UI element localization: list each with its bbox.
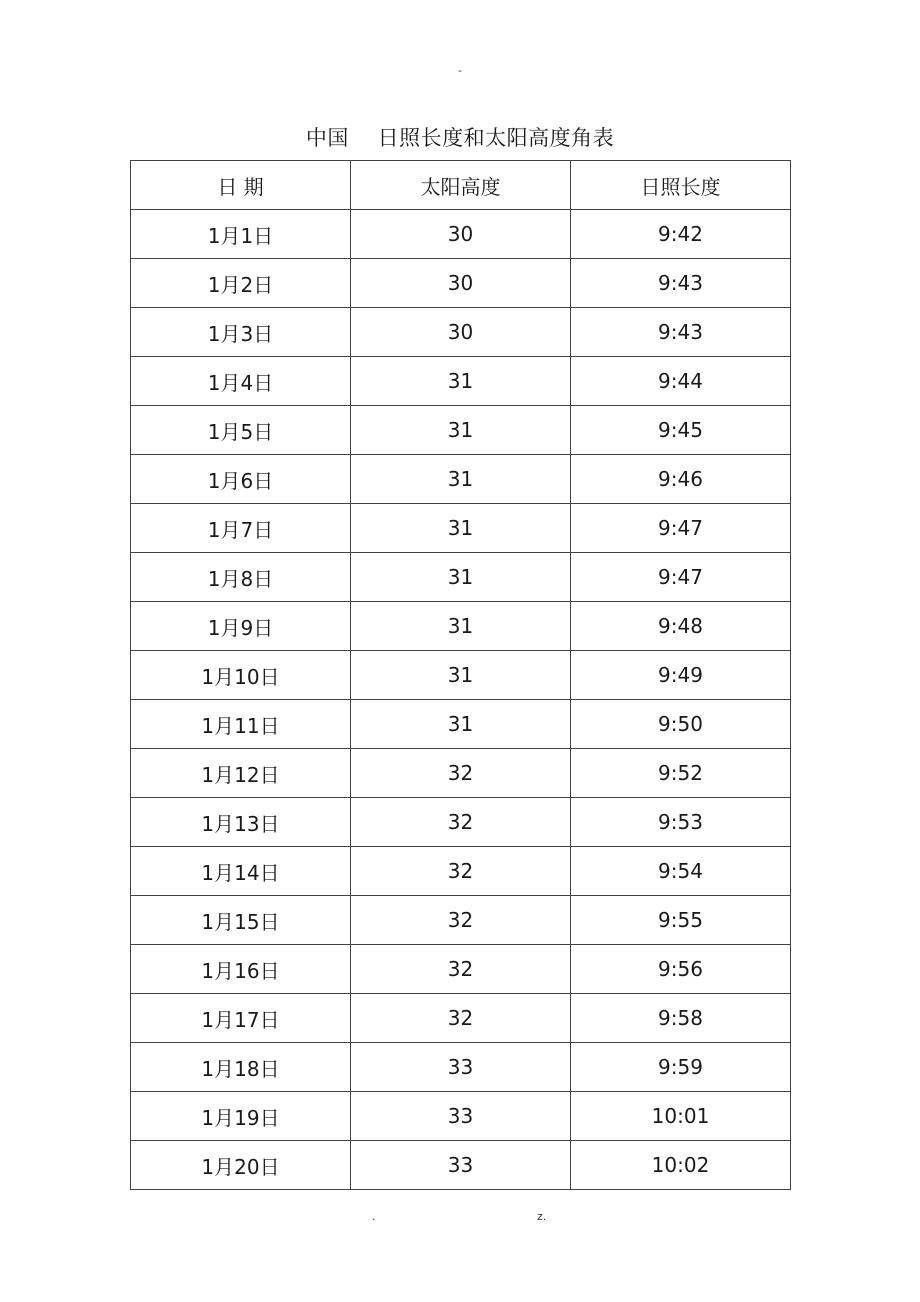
- cell-sun-altitude: 31: [351, 651, 571, 700]
- cell-sunshine-duration: 9:59: [571, 1043, 791, 1092]
- table-row: [131, 602, 791, 651]
- cell-sun-altitude: 32: [351, 945, 571, 994]
- column-header-date: 日 期: [131, 161, 351, 210]
- table-header-row: [131, 161, 791, 210]
- cell-sun-altitude: 33: [351, 1043, 571, 1092]
- cell-date: 1月3日: [131, 308, 351, 357]
- cell-sun-altitude: 31: [351, 553, 571, 602]
- cell-date: 1月4日: [131, 357, 351, 406]
- cell-date: 1月6日: [131, 455, 351, 504]
- table-row: [131, 1092, 791, 1141]
- cell-sun-altitude: 31: [351, 504, 571, 553]
- cell-sun-altitude: 31: [351, 455, 571, 504]
- cell-sun-altitude: 32: [351, 749, 571, 798]
- table-row: [131, 798, 791, 847]
- table-row: [131, 700, 791, 749]
- cell-sunshine-duration: 9:48: [571, 602, 791, 651]
- cell-sun-altitude: 30: [351, 259, 571, 308]
- cell-sun-altitude: 30: [351, 308, 571, 357]
- table-row: [131, 455, 791, 504]
- table-row: [131, 210, 791, 259]
- cell-date: 1月20日: [131, 1141, 351, 1190]
- column-header-sunshine-duration: 日照长度: [571, 161, 791, 210]
- column-header-sun-altitude: 太阳高度: [351, 161, 571, 210]
- cell-date: 1月17日: [131, 994, 351, 1043]
- cell-sunshine-duration: 10:01: [571, 1092, 791, 1141]
- cell-sun-altitude: 32: [351, 798, 571, 847]
- cell-date: 1月12日: [131, 749, 351, 798]
- cell-sun-altitude: 33: [351, 1092, 571, 1141]
- cell-sunshine-duration: 9:52: [571, 749, 791, 798]
- cell-date: 1月11日: [131, 700, 351, 749]
- cell-sunshine-duration: 9:54: [571, 847, 791, 896]
- sunshine-table: [130, 160, 791, 1190]
- cell-date: 1月10日: [131, 651, 351, 700]
- cell-sunshine-duration: 9:45: [571, 406, 791, 455]
- cell-date: 1月15日: [131, 896, 351, 945]
- table-row: [131, 357, 791, 406]
- table-row: [131, 308, 791, 357]
- cell-sunshine-duration: 9:58: [571, 994, 791, 1043]
- cell-sunshine-duration: 9:56: [571, 945, 791, 994]
- cell-sunshine-duration: 9:42: [571, 210, 791, 259]
- cell-date: 1月13日: [131, 798, 351, 847]
- cell-sunshine-duration: 10:02: [571, 1141, 791, 1190]
- cell-sun-altitude: 31: [351, 357, 571, 406]
- table-row: [131, 1141, 791, 1190]
- cell-sunshine-duration: 9:44: [571, 357, 791, 406]
- cell-sunshine-duration: 9:47: [571, 553, 791, 602]
- cell-sunshine-duration: 9:46: [571, 455, 791, 504]
- cell-sunshine-duration: 9:55: [571, 896, 791, 945]
- table-row: [131, 945, 791, 994]
- table-row: [131, 504, 791, 553]
- cell-date: 1月18日: [131, 1043, 351, 1092]
- cell-date: 1月7日: [131, 504, 351, 553]
- cell-sun-altitude: 32: [351, 896, 571, 945]
- page-header-mark: -: [458, 64, 462, 77]
- cell-date: 1月1日: [131, 210, 351, 259]
- cell-date: 1月16日: [131, 945, 351, 994]
- cell-date: 1月8日: [131, 553, 351, 602]
- table-row: [131, 749, 791, 798]
- cell-sunshine-duration: 9:43: [571, 308, 791, 357]
- cell-sunshine-duration: 9:43: [571, 259, 791, 308]
- cell-sun-altitude: 32: [351, 994, 571, 1043]
- page-title: 中国 日照长度和太阳高度角表: [305, 126, 615, 150]
- cell-sun-altitude: 31: [351, 700, 571, 749]
- cell-sun-altitude: 30: [351, 210, 571, 259]
- table-row: [131, 1043, 791, 1092]
- table-row: [131, 847, 791, 896]
- cell-sun-altitude: 31: [351, 406, 571, 455]
- cell-date: 1月9日: [131, 602, 351, 651]
- table-row: [131, 259, 791, 308]
- cell-date: 1月19日: [131, 1092, 351, 1141]
- cell-sun-altitude: 31: [351, 602, 571, 651]
- page-footer-right-mark: z.: [537, 1210, 547, 1223]
- page-footer-left-mark: .: [372, 1210, 376, 1223]
- cell-sunshine-duration: 9:49: [571, 651, 791, 700]
- cell-sunshine-duration: 9:47: [571, 504, 791, 553]
- cell-date: 1月14日: [131, 847, 351, 896]
- table-row: [131, 896, 791, 945]
- cell-sunshine-duration: 9:50: [571, 700, 791, 749]
- cell-sun-altitude: 32: [351, 847, 571, 896]
- cell-sunshine-duration: 9:53: [571, 798, 791, 847]
- cell-sun-altitude: 33: [351, 1141, 571, 1190]
- cell-date: 1月2日: [131, 259, 351, 308]
- table-row: [131, 553, 791, 602]
- table-row: [131, 406, 791, 455]
- table-row: [131, 651, 791, 700]
- table-row: [131, 994, 791, 1043]
- cell-date: 1月5日: [131, 406, 351, 455]
